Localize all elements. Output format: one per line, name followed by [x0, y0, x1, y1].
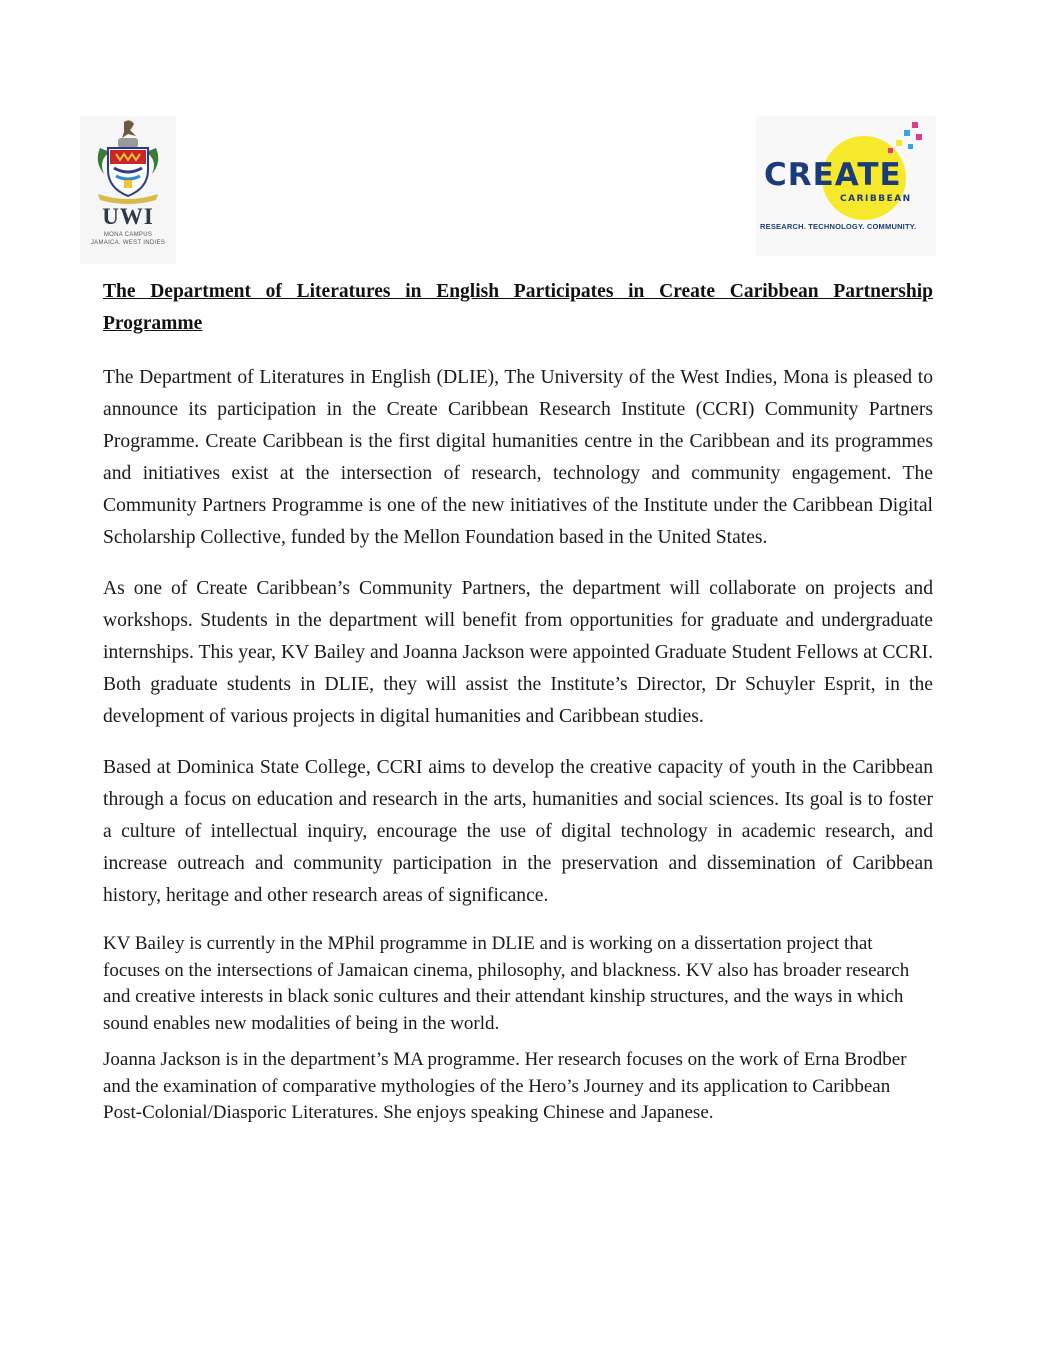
- paragraph-intro: The Department of Literatures in English (DLIE), The University of the West Indies, Mona is pleased to announce its participation in the Create Caribbean Research Institute (CCRI) Community Partners Programme. Create Caribbean is the first digital humanities centre in the Caribbean and its programmes and initiatives exist at the intersection of research, technology and community engagement. The Community Partners Programme is one of the new initiatives of the Institute under the Caribbean Digital Scholarship Collective, funded by the Mellon Foundation based in the United States.: [103, 367, 933, 548]
- paragraph-ccri: Based at Dominica State College, CCRI aims to develop the creative capacity of youth in the Caribbean through a focus on education and research in the arts, humanities and social sciences. Its goal is to foster a culture of intellectual inquiry, encourage the use of digital technology in academic research, and increase outreach and community participation in the preservation and dissemination of Caribbean history, heritage and other research areas of significance.: [103, 757, 933, 906]
- pixel-squares-icon: [884, 122, 924, 156]
- uwi-subline-1: MONA CAMPUS: [103, 232, 153, 238]
- paragraph-partners: As one of Create Caribbean’s Community Partners, the department will collaborate on projects and workshops. Students in the department will benefit from opportunities for graduate and undergraduate internships. This year, KV Bailey and Joanna Jackson were appointed Graduate Student Fellows at CCRI. Both graduate students in DLIE, they will assist the Institute’s Director, Dr Schuyler Esprit, in the development of various projects in digital humanities and Caribbean studies.: [103, 578, 933, 727]
- create-caribbean-logo: [756, 116, 936, 256]
- create-subtitle: CARIBBEAN: [840, 194, 912, 204]
- uwi-subline-2: JAMAICA, WEST INDIES: [90, 240, 166, 246]
- uwi-logo: [80, 116, 176, 264]
- paragraph-kv-bailey: KV Bailey is currently in the MPhil programme in DLIE and is working on a dissertation project that focuses on the intersections of Jamaican cinema, philosophy, and blackness. KV also has broader research and creative interests in black sonic cultures and their attendant kinship structures, and the ways in which sound enables new modalities of being in the world.: [103, 933, 910, 1034]
- article-headline: The Department of Literatures in English Participates in Create Caribbean Partnership Programme: [103, 281, 933, 334]
- create-wordmark: CREATE: [764, 157, 902, 193]
- uwi-crest-icon: [94, 118, 162, 204]
- paragraph-joanna-jackson: Joanna Jackson is in the department’s MA programme. Her research focuses on the work of Erna Brodber and the examination of comparative mythologies of the Hero’s Journey and its application to Caribbean Post-Colonial/Diasporic Literatures. She enjoys speaking Chinese and Japanese.: [103, 1049, 907, 1123]
- create-tagline: RESEARCH. TECHNOLOGY. COMMUNITY.: [760, 222, 917, 231]
- article-body: [103, 276, 933, 1137]
- uwi-wordmark: UWI: [102, 204, 154, 229]
